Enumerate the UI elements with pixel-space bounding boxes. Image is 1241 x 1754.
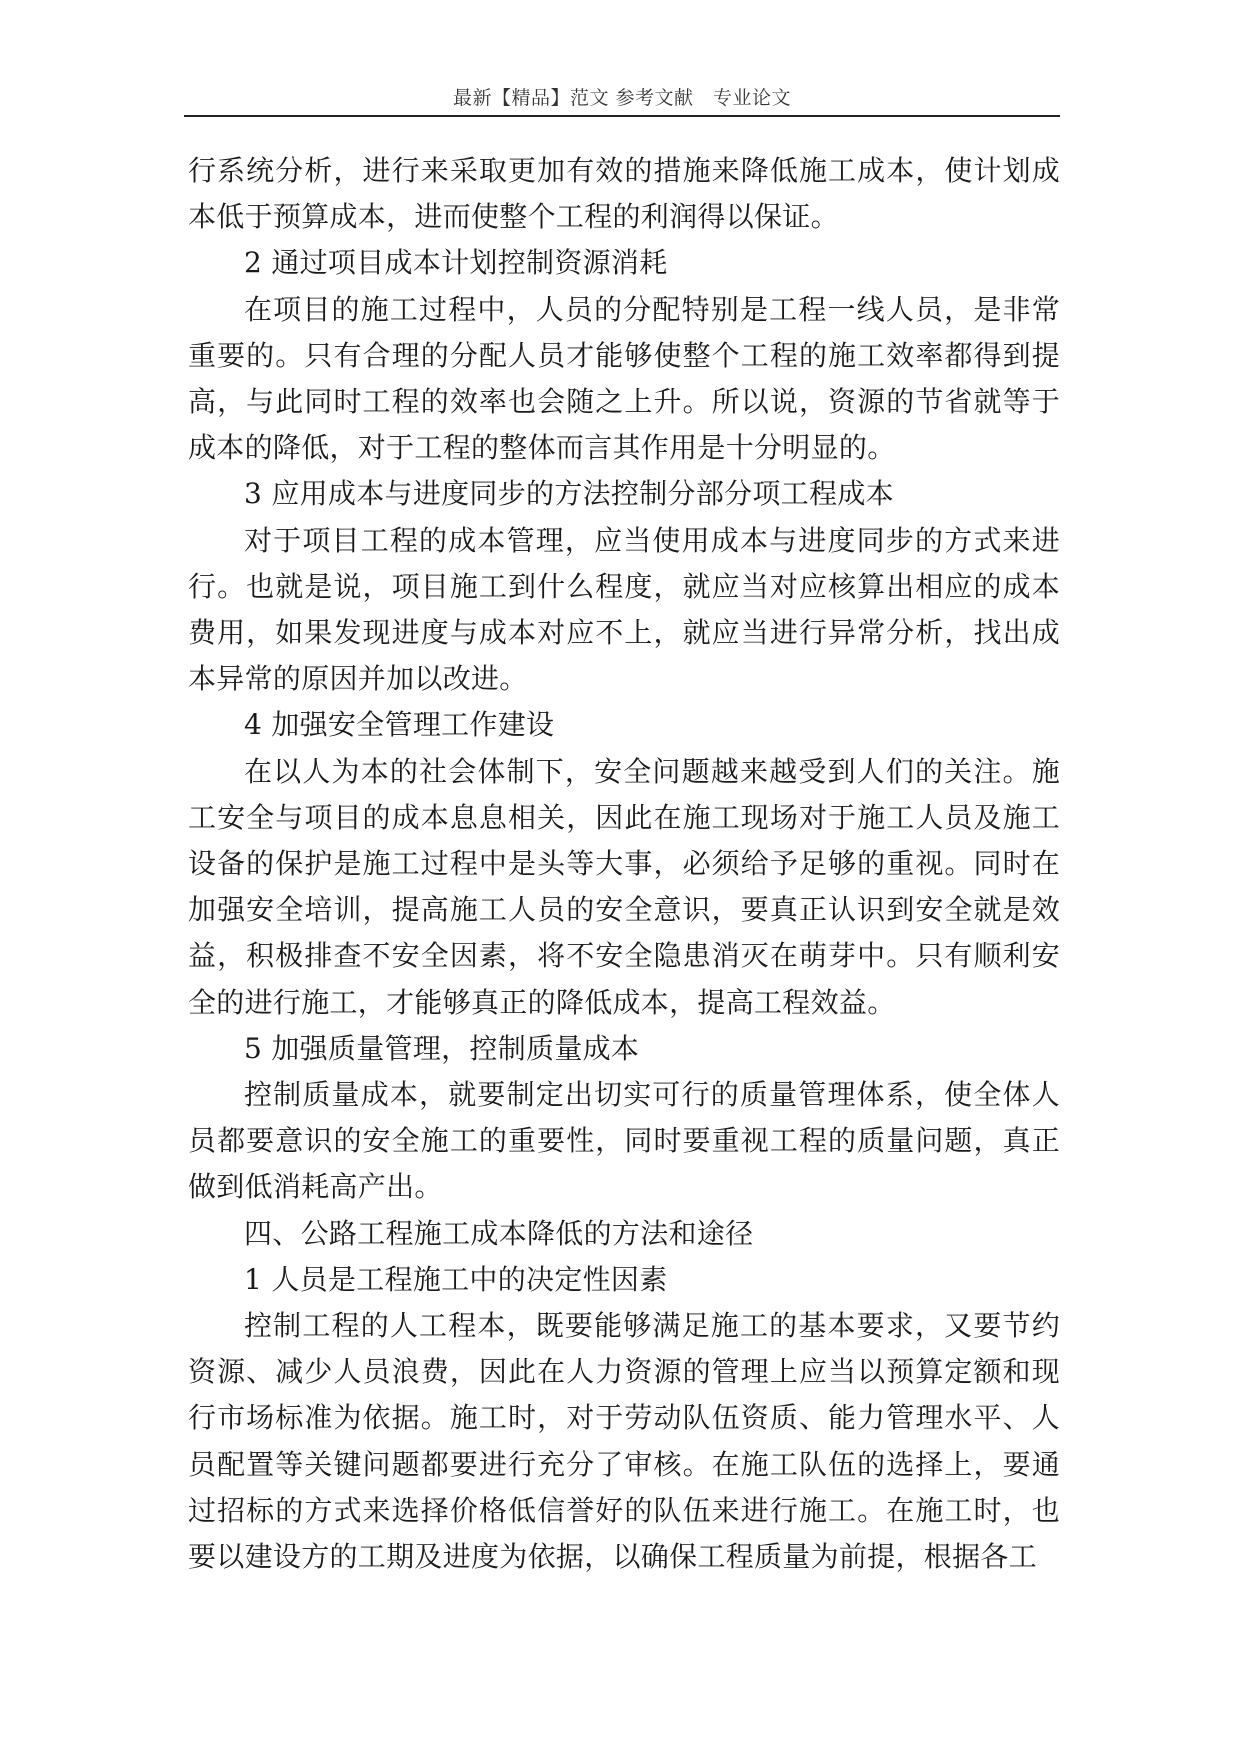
section-heading: 1 人员是工程施工中的决定性因素: [244, 1262, 668, 1296]
paragraph: 对于项目工程的成本管理，应当使用成本与进度同步的方式来进行。也就是说，项目施工到什么程度，就应当对应核算出相应的成本费用，如果发现进度与成本对应不上，就应当进行异常分析，找出成本异常的原因并加以改进。: [188, 523, 1060, 696]
document-body: [188, 148, 1060, 1580]
page-header: 最新【精品】范文 参考文献 专业论文: [452, 87, 792, 109]
section-heading: 3 应用成本与进度同步的方法控制分部分项工程成本: [244, 477, 894, 511]
header-rule: [184, 115, 1060, 117]
section-heading: 2 通过项目成本计划控制资源消耗: [244, 246, 668, 280]
paragraph: 控制工程的人工程本，既要能够满足施工的基本要求，又要节约资源、减少人员浪费，因此在人力资源的管理上应当以预算定额和现行市场标准为依据。施工时，对于劳动队伍资质、能力管理水平、人员配置等关键问题都要进行充分了审核。在施工队伍的选择上，要通过招标的方式来选择价格低信誉好的队伍来进行施工。在施工时，也要以建设方的工期及进度为依据，以确保工程质量为前提，根据各工: [188, 1309, 1060, 1574]
section-heading: 5 加强质量管理，控制质量成本: [244, 1031, 640, 1065]
paragraph: 控制质量成本，就要制定出切实可行的质量管理体系，使全体人员都要意识的安全施工的重要性，同时要重视工程的质量问题，真正做到低消耗高产出。: [188, 1078, 1060, 1204]
paragraph: 行系统分析，进行来采取更加有效的措施来降低施工成本，使计划成本低于预算成本，进而使整个工程的利润得以保证。: [188, 154, 1060, 234]
section-heading: 4 加强安全管理工作建设: [244, 708, 555, 742]
paragraph: 在项目的施工过程中，人员的分配特别是工程一线人员，是非常重要的。只有合理的分配人员才能够使整个工程的施工效率都得到提高，与此同时工程的效率也会随之上升。所以说，资源的节省就等于成本的降低，对于工程的整体而言其作用是十分明显的。: [188, 292, 1060, 465]
paragraph: 在以人为本的社会体制下，安全问题越来越受到人们的关注。施工安全与项目的成本息息相关，因此在施工现场对于施工人员及施工设备的保护是施工过程中是头等大事，必须给予足够的重视。同时在加强安全培训，提高施工人员的安全意识，要真正认识到安全就是效益，积极排查不安全因素，将不安全隐患消灭在萌芽中。只有顺利安全的进行施工，才能够真正的降低成本，提高工程效益。: [188, 754, 1060, 1019]
chapter-heading: 四、公路工程施工成本降低的方法和途径: [244, 1216, 754, 1250]
